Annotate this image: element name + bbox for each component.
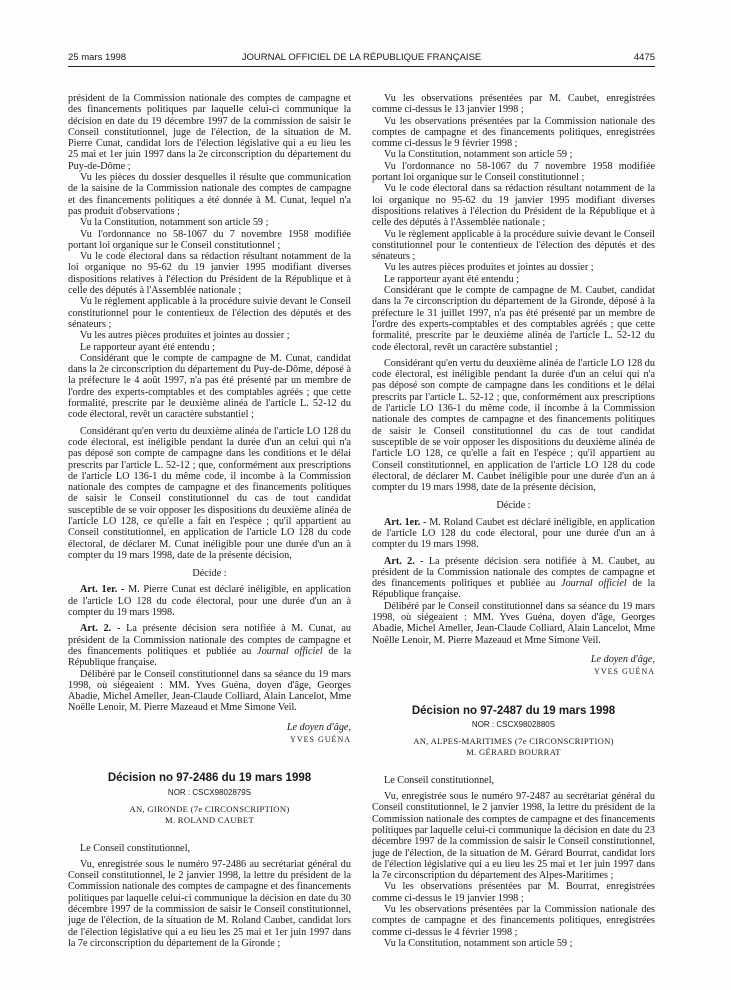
article-label: Art. 1er. - [384, 516, 427, 528]
signer-title: Le doyen d'âge, [590, 653, 655, 665]
paragraph: Vu le règlement applicable à la procédure suivie devant le Conseil constitutionnel pour le contentieux de l'élection des députés et des sénateurs ; [68, 296, 351, 330]
header-journal-title: JOURNAL OFFICIEL DE LA RÉPUBLIQUE FRANÇAISE [241, 52, 482, 63]
signer-title: Le doyen d'âge, [286, 721, 351, 733]
paragraph: Vu la Constitution, notamment son article 59 ; [384, 149, 573, 161]
paragraph: Considérant que le compte de campagne de M. Caubet, candidat dans la 7e circonscription du département de la Gironde, déposé à la préfecture le 31 juillet 1997, n'a pas été présenté par un membre de l'ordre des experts-comptables et des comptables agréés ; que cette formalité, prescrite par le deuxième alinéa de l'article L. 52-12 du code électoral, revêt un caractère substantiel ; [372, 285, 655, 353]
decision-title: Décision no 97-2486 du 19 mars 1998 [107, 772, 312, 785]
paragraph: Vu les autres pièces produites et jointes au dossier ; [384, 262, 594, 274]
journal-reference: Journal officiel [561, 578, 627, 590]
article-text: de la République française. [68, 645, 352, 669]
article-text: La présente décision sera notifiée à M. Cunat, au président de la Commission nationale des comptes de campagne et des financements politiques et publiée au [68, 623, 351, 657]
paragraph: Vu, enregistrée sous le numéro 97-2486 au secrétariat général du Conseil constitutionnel, le 2 janvier 1998, la lettre du président de la Commission nationale des comptes de campagne et des financements politiques par laquelle celui-ci communique la décision en date du 30 décembre 1997 de la commission de saisir le Conseil constitutionnel, juge de l'élection, de la situation de M. Roland Caubet, candidat lors de l'élection législative qui a eu lieu les 25 mai et 1er juin 1997 dans la 7e circonscription du département de la Gironde ; [68, 858, 351, 949]
paragraph: Vu le règlement applicable à la procédure suivie devant le Conseil constitutionnel pour le contentieux de l'élection des députés et des sénateurs ; [372, 228, 655, 263]
paragraph: Vu le code électoral dans sa rédaction résultant notamment de la loi organique no 95-62 du 19 janvier 1995 modifiant diverses dispositions relatives à l'élection du Président de la République et à celle des députés à l'Assemblée nationale ; [372, 183, 655, 229]
paragraph: président de la Commission nationale des comptes de campagne et des financements politiques par laquelle celui-ci communique la décision en date du 19 décembre 1997 de la commission de saisir le Conseil constitutionnel, juge de l'élection, de la situation de M. Pierre Cunat, candidat lors de l'élection législative qui a eu lieu les 25 mai et 1er juin 1997 dans la 2e circonscription du département du Puy-de-Dôme ; [68, 93, 351, 172]
article-2 [68, 623, 351, 668]
deliberation: Délibéré par le Conseil constitutionnel dans sa séance du 19 mars 1998, où siégeaient : MM. Yves Guéna, doyen d'âge, Georges Abadie, Michel Ameller, Jean-Claude Colliard, Alain Lancelot, Mme Noëlle Lenoir, M. Pierre Mazeaud et Mme Simone Veil. [68, 668, 351, 714]
left-column [68, 93, 351, 949]
paragraph: Considérant qu'en vertu du deuxième alinéa de l'article LO 128 du code électoral, est inéligible pendant la durée d'un an celui qui n'a pas déposé son compte de campagne dans les conditions et le délai prescrits par l'article L. 52-12 ; que, conformément aux prescriptions de l'article LO 136-1 du même code, il incombe à la Commission nationale des comptes de campagne et des financements politiques de saisir le Conseil constitutionnel du cas de tout candidat susceptible de se voir opposer les dispositions du deuxième alinéa de l'article LO 128, ce qu'elle a fait en l'espèce ; qu'il appartient au Conseil constitutionnel, en application de l'article LO 128 du code électoral, de déclarer M. Caubet inéligible pour une durée d'un an à compter du 19 mars 1998, date de la présente décision, [372, 357, 655, 494]
header-page-number: 4475 [633, 52, 655, 63]
decide-heading: Décide : [496, 500, 531, 512]
nor-reference: NOR : CSCX9802879S [167, 787, 252, 797]
paragraph: Le Conseil constitutionnel, [384, 774, 495, 786]
article-2 [372, 556, 655, 601]
paragraph: Vu la Constitution, notamment son article 59 ; [384, 937, 573, 949]
candidate-name: M. GÉRARD BOURRAT [466, 747, 561, 758]
page-header [68, 52, 655, 66]
journal-reference: Journal officiel [257, 645, 323, 657]
paragraph: Vu les observations présentées par M. Caubet, enregistrées comme ci-dessus le 13 janvier 1998 ; [372, 93, 655, 116]
paragraph: Le rapporteur ayant été entendu ; [384, 273, 519, 285]
paragraph: Considérant que le compte de campagne de M. Cunat, candidat dans la 2e circonscription du département du Puy-de-Dôme, déposé à la préfecture le 4 août 1997, n'a pas été présenté par un membre de l'ordre des experts-comptables et des comptables agréés ; que cette formalité, prescrite par le deuxième alinéa de l'article L. 52-12 du code électoral, revêt un caractère substantiel ; [68, 352, 351, 421]
paragraph: Vu l'ordonnance no 58-1067 du 7 novembre 1958 modifiée portant loi organique sur le Conseil constitutionnel ; [68, 228, 351, 251]
decision-title: Décision no 97-2487 du 19 mars 1998 [411, 704, 616, 717]
deliberation: Délibéré par le Conseil constitutionnel dans sa séance du 19 mars 1998, où siégeaient : MM. Yves Guéna, doyen d'âge, Georges Abadie, Michel Ameller, Jean-Claude Colliard, Alain Lancelot, Mme Noëlle Lenoir, M. Pierre Mazeaud et Mme Simone Veil. [372, 600, 655, 646]
article-text: M. Pierre Cunat est déclaré inéligible, en application de l'article LO 128 du code électoral, pour une durée d'un an à compter du 19 mars 1998. [68, 584, 351, 619]
paragraph: Vu le code électoral dans sa rédaction résultant notamment de la loi organique no 95-62 du 19 janvier 1995 modifiant diverses dispositions relatives à l'élection du Président de la République et à celle des députés à l'Assemblée nationale ; [68, 251, 351, 297]
paragraph: Vu l'ordonnance no 58-1067 du 7 novembre 1958 modifiée portant loi organique sur le Conseil constitutionnel ; [372, 160, 655, 184]
paragraph: Vu les autres pièces produites et jointes au dossier ; [80, 330, 290, 342]
signer-name: YVES GUÉNA [594, 667, 655, 677]
candidate-name: M. ROLAND CAUBET [164, 815, 255, 826]
right-column [372, 93, 655, 949]
paragraph: Vu, enregistrée sous le numéro 97-2487 au secrétariat général du Conseil constitutionnel, le 2 janvier 1998, la lettre du président de la Commission nationale des comptes de campagne et des financements politiques par laquelle celui-ci communique la décision en date du 23 décembre 1997 de la commission de saisir le Conseil constitutionnel, juge de l'élection, de la situation de M. Gérard Bourrat, candidat lors de l'élection législative qui a eu lieu les 25 mai et 1er juin 1997 dans la 7e circonscription du département des Alpes-Maritimes ; [372, 791, 655, 882]
article-label: Art. 2. - [384, 555, 424, 567]
paragraph: Considérant qu'en vertu du deuxième alinéa de l'article LO 128 du code électoral, est inéligible pendant la durée d'un an celui qui n'a pas déposé son compte de campagne dans les conditions et le délai prescrits par l'article L. 52-12 ; que, conformément aux prescriptions de l'article LO 136-1 du même code, il incombe à la Commission nationale des comptes de campagne et des financements politiques de saisir le Conseil constitutionnel du cas de tout candidat susceptible de se voir opposer les dispositions du deuxième alinéa de l'article LO 128, ce qu'elle a fait en l'espèce ; qu'il appartient au Conseil constitutionnel, en application de l'article LO 128 du code électoral, de déclarer M. Cunat inéligible pour une durée d'un an à compter du 19 mars 1998, date de la présente décision, [68, 425, 351, 561]
paragraph: Vu les observations présentées par la Commission nationale des comptes de campagne et des financements politiques, enregistrées comme ci-dessus le 9 février 1998 ; [372, 115, 655, 150]
circonscription: AN, ALPES-MARITIMES (7e CIRCONSCRIPTION) [413, 736, 614, 747]
article-1 [68, 584, 351, 618]
decide-heading: Décide : [192, 568, 227, 580]
paragraph: Vu la Constitution, notamment son article 59 ; [80, 217, 269, 229]
article-text: de la République française. [372, 578, 656, 601]
article-1 [372, 517, 655, 551]
circonscription: AN, GIRONDE (7e CIRCONSCRIPTION) [129, 803, 290, 814]
nor-reference: NOR : CSCX9802880S [471, 719, 556, 729]
header-date: 25 mars 1998 [68, 52, 127, 63]
article-text: La présente décision sera notifiée à M. Caubet, au président de la Commission nationale des comptes de campagne et des financements politiques et publiée au [372, 555, 656, 590]
article-label: Art. 2. - [80, 623, 121, 635]
paragraph: Vu les pièces du dossier desquelles il résulte que communication de la saisine de la Commission nationale des comptes de campagne et des financements politiques a été donnée à M. Cunat, lequel n'a pas produit d'observations ; [68, 172, 351, 217]
article-label: Art. 1er. - [80, 584, 125, 596]
paragraph: Le Conseil constitutionnel, [80, 842, 191, 854]
article-text: M. Roland Caubet est déclaré inéligible, en application de l'article LO 128 du code électoral, pour une durée d'un an à compter du 19 mars 1998. [372, 516, 656, 551]
paragraph: Vu les observations présentées par M. Bourrat, enregistrées comme ci-dessus le 19 janvier 1998 ; [372, 881, 655, 904]
signer-name: YVES GUÉNA [290, 735, 351, 745]
paragraph: Le rapporteur ayant été entendu ; [80, 341, 215, 353]
header-rule [68, 66, 655, 67]
paragraph: Vu les observations présentées par la Commission nationale des comptes de campagne et des financements politiques, enregistrées comme ci-dessus le 4 février 1998 ; [372, 904, 655, 938]
